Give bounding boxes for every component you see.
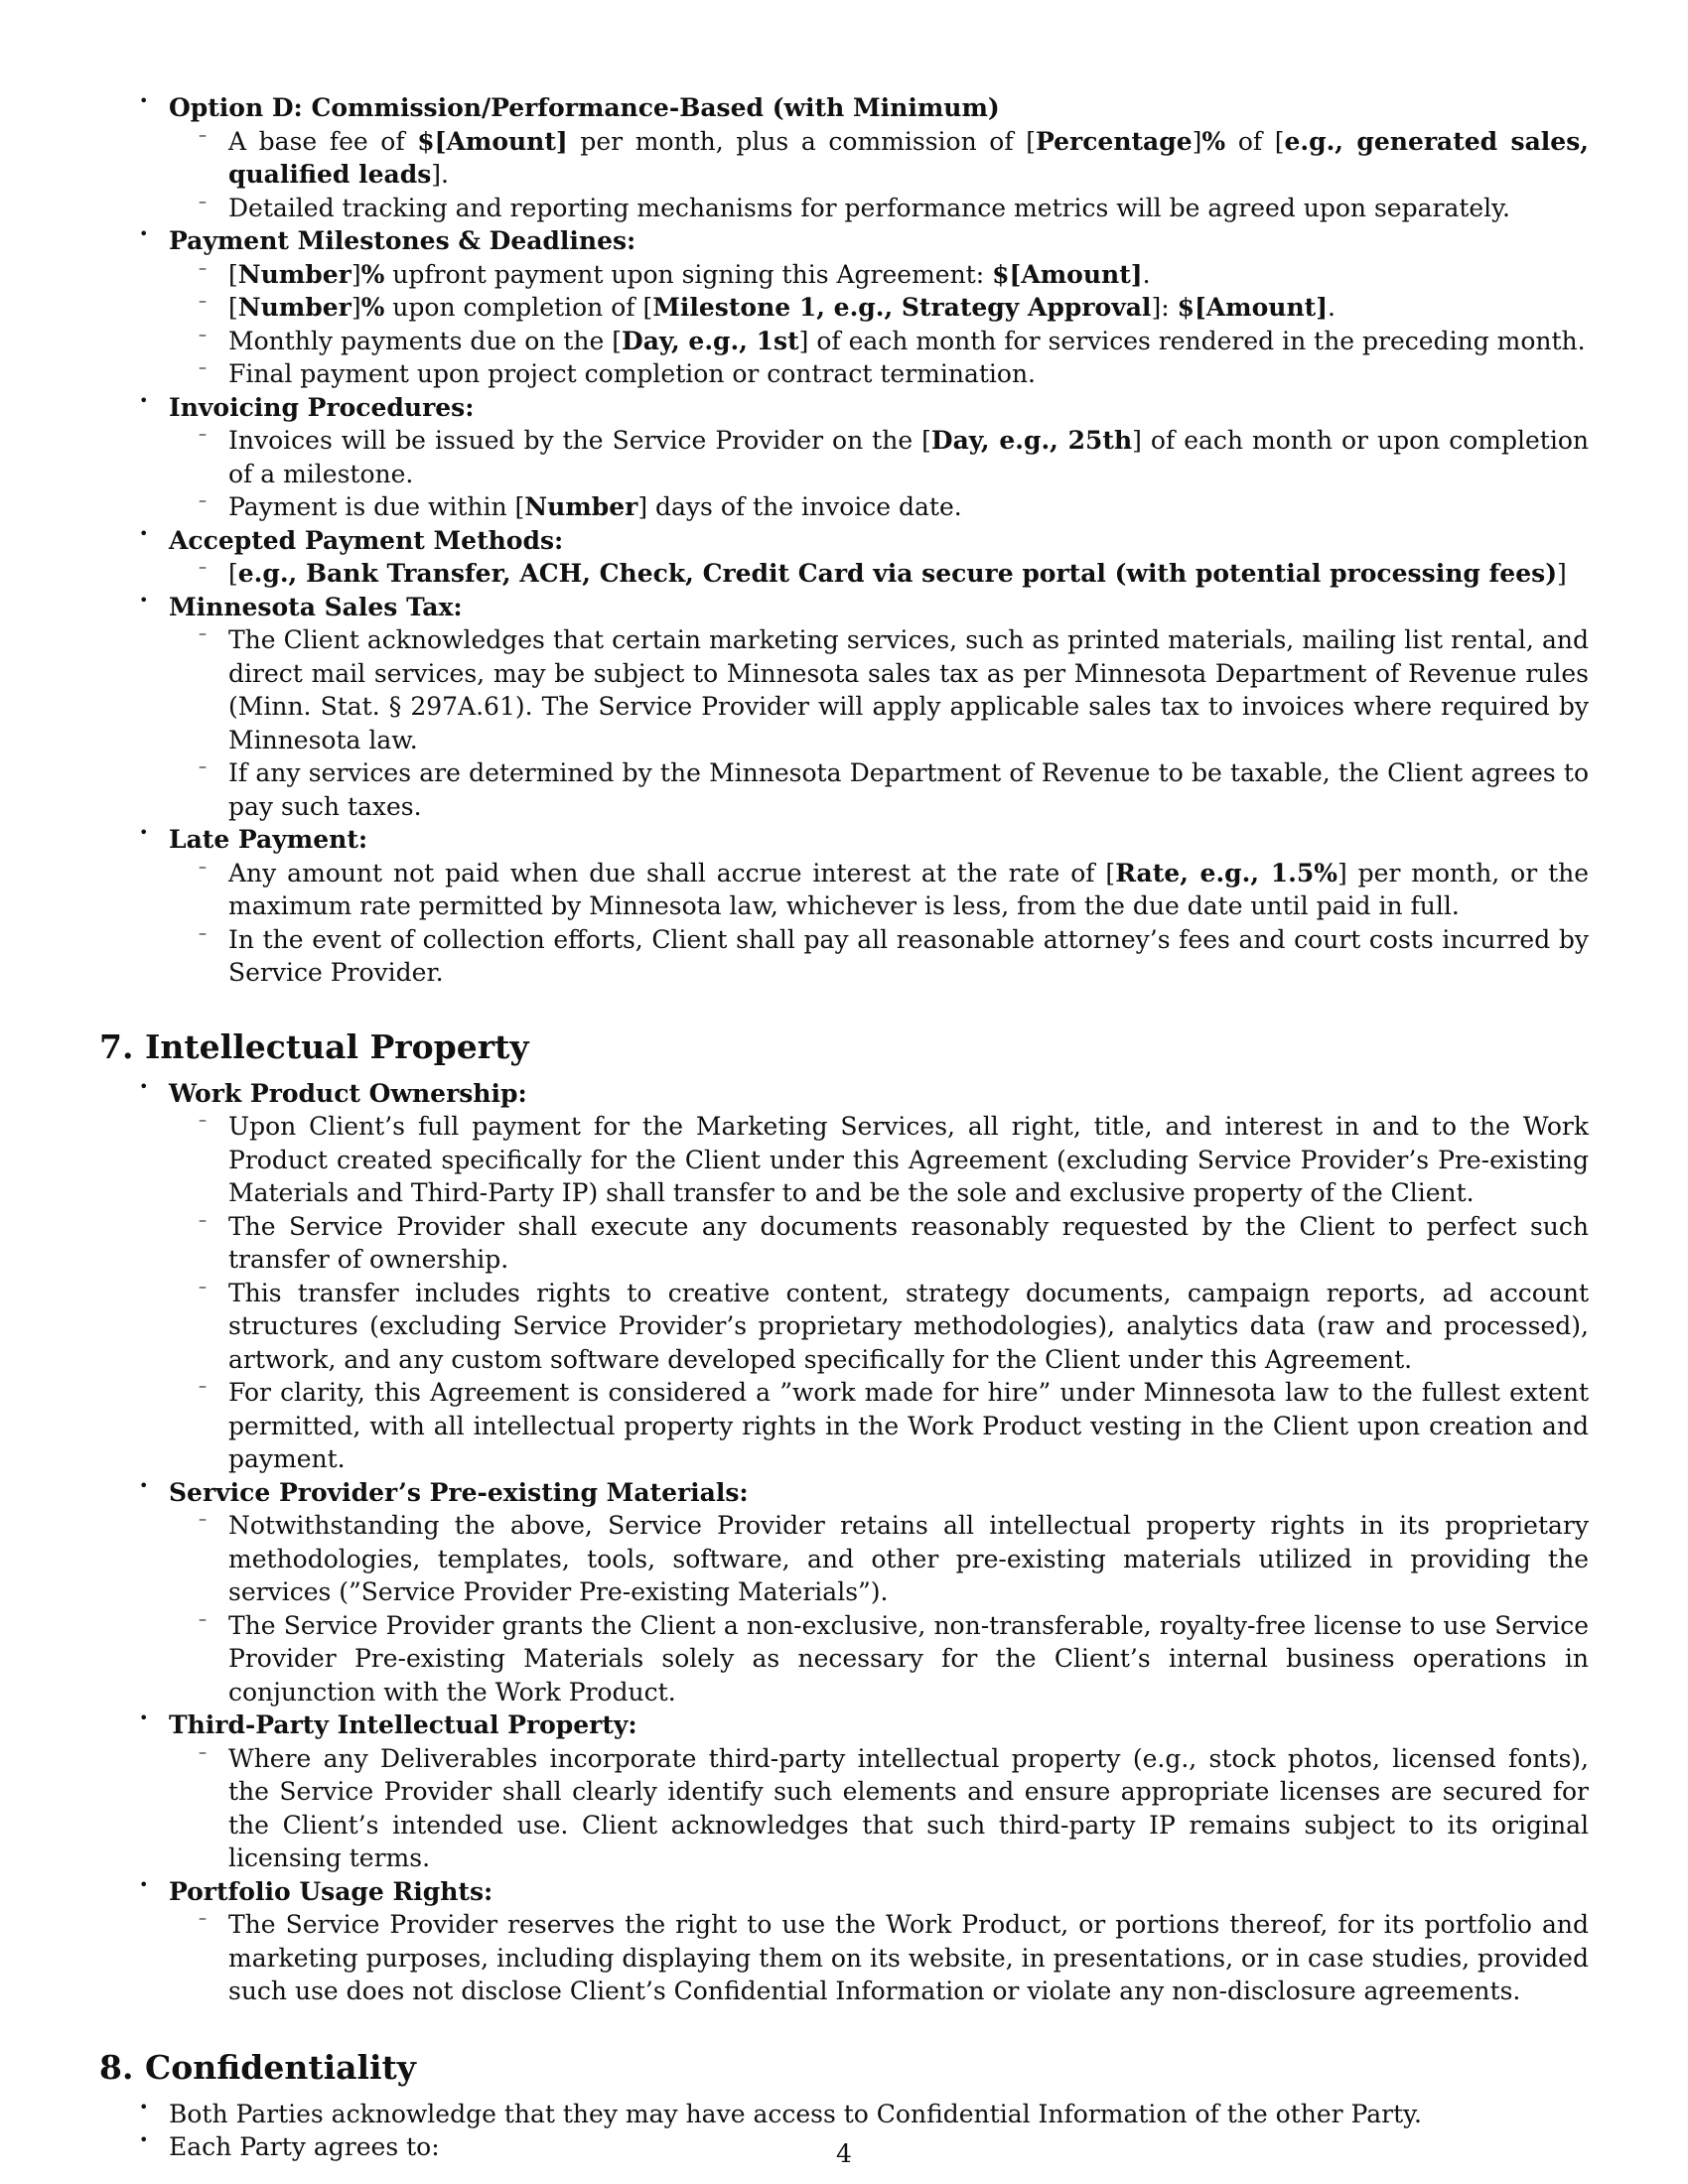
dash-icon: – (199, 623, 207, 642)
bullet-icon: • (139, 390, 149, 410)
sub-bullet-item (99, 424, 1589, 490)
bullet-icon: • (139, 523, 149, 543)
bullet-text: Option D: Commission/Performance-Based (with Minimum) (169, 93, 1000, 122)
bullet-text: Portfolio Usage Rights: (169, 1876, 493, 1906)
bullet-icon: • (139, 590, 149, 610)
section-title: Intellectual Property (145, 1026, 529, 1066)
dash-icon: – (199, 856, 207, 876)
dash-icon: – (199, 291, 207, 310)
page-number: 4 (836, 2139, 852, 2168)
bullet-text: Both Parties acknowledge that they may have access to Confidential Information of the other Party. (169, 2099, 1422, 2128)
bullet-text: Upon Client’s full payment for the Marketing Services, all right, title, and interest in and to the Work Product created specifically for the Client under this Agreement (excluding Service Provider’s Pre-existing Materials and Third-Party IP) shall transfer to and be the sole and exclusive property of the Client. (228, 1112, 1589, 1207)
sub-bullet-item (99, 623, 1589, 756)
bullet-text: Monthly payments due on the [Day, e.g., 1st] of each month for services rendered in the preceding month. (228, 326, 1586, 355)
bullet-icon: • (139, 2130, 149, 2149)
bullet-text: [Number]% upon completion of [Milestone 1, e.g., Strategy Approval]: $[Amount]. (228, 293, 1336, 322)
sub-bullet-item (99, 192, 1589, 225)
sub-bullet-item (99, 1908, 1589, 2008)
bullet-text: Service Provider’s Pre-existing Materials: (169, 1477, 749, 1507)
bullet-item (99, 1875, 1589, 1909)
bullet-text: The Service Provider shall execute any documents reasonably requested by the Client to perfect such transfer of ownership. (228, 1211, 1589, 1274)
section-heading-intellectual-property (99, 1027, 1589, 1067)
bullet-item (99, 1476, 1589, 1510)
document-page (99, 91, 1589, 2164)
dash-icon: – (199, 490, 207, 509)
bullet-text: Final payment upon project completion or contract termination. (228, 359, 1037, 388)
bullet-text: Where any Deliverables incorporate third-party intellectual property (e.g., stock photos, licensed fonts), the Service Provider shall clearly identify such elements and ensure appropriate licenses are secured for the Client’s intended use. Client acknowledges that such third-party IP remains subject to its original licensing terms. (228, 1743, 1589, 1872)
sub-bullet-item (99, 857, 1589, 923)
dash-icon: – (199, 557, 207, 576)
bullet-text: Invoices will be issued by the Service Provider on the [Day, e.g., 25th] of each month or upon completion of a milestone. (228, 426, 1589, 488)
bullet-text: The Service Provider grants the Client a non-exclusive, non-transferable, royalty-free license to use Service Provider Pre-existing Materials solely as necessary for the Client’s internal business operations in conjunction with the Work Product. (228, 1610, 1589, 1706)
dash-icon: – (199, 324, 207, 343)
dash-icon: – (199, 922, 207, 942)
bullet-text: The Client acknowledges that certain marketing services, such as printed materials, mailing list rental, and direct mail services, may be subject to Minnesota sales tax as per Minnesota Department of Revenue rules (Minn. Stat. § 297A.61). The Service Provider will apply applicable sales tax to invoices where required by Minnesota law. (228, 625, 1589, 754)
bullet-text: Accepted Payment Methods: (169, 525, 564, 555)
bullet-item (99, 91, 1589, 125)
dash-icon: – (199, 1741, 207, 1761)
bullet-text: If any services are determined by the Minnesota Department of Revenue to be taxable, the Client agrees to pay such taxes. (228, 758, 1589, 821)
bullet-text: Notwithstanding the above, Service Provider retains all intellectual property rights in its proprietary methodologies, templates, tools, software, and other pre-existing materials utilized in providing the services (”Service Provider Pre-existing Materials”). (228, 1511, 1589, 1606)
sub-bullet-item (99, 357, 1589, 391)
bullet-text: Payment is due within [Number] days of the invoice date. (228, 492, 962, 521)
bullet-item (99, 224, 1589, 258)
bullet-text: Any amount not paid when due shall accrue interest at the rate of [Rate, e.g., 1.5%] per month, or the maximum rate permitted by Minnesota law, whichever is less, from the due date until paid in full. (228, 858, 1590, 920)
bullet-text: For clarity, this Agreement is considered a ”work made for hire” under Minnesota law to the fullest extent permitted, with all intellectual property rights in the Work Product vesting in the Client upon creation and payment. (228, 1378, 1589, 1473)
sub-bullet-item (99, 923, 1589, 990)
bullet-text: Work Product Ownership: (169, 1078, 527, 1108)
bullet-item (99, 1708, 1589, 1742)
dash-icon: – (199, 1608, 207, 1628)
dash-icon: – (199, 1908, 207, 1927)
sub-bullet-item (99, 1376, 1589, 1476)
bullet-item (99, 591, 1589, 624)
bullet-text: Late Payment: (169, 825, 368, 854)
bullet-text: This transfer includes rights to creative content, strategy documents, campaign reports, ad account structures (excluding Service Provider’s proprietary methodologies), analytics data (raw and processed), artwork, and any custom software developed specifically for the Client under this Agreement. (228, 1278, 1589, 1374)
sub-bullet-item (99, 1742, 1589, 1875)
bullet-text: The Service Provider reserves the right to use the Work Product, or portions thereof, for its portfolio and marketing purposes, including displaying them on its website, in presentations, or in case studies, provided such use does not disclose Client’s Confidential Information or violate any non-disclosure agreements. (228, 1910, 1589, 2005)
sub-bullet-item (99, 1277, 1589, 1377)
bullet-icon: • (139, 1076, 149, 1096)
bullet-item (99, 2098, 1589, 2131)
dash-icon: – (199, 124, 207, 144)
section-number: 8. (99, 2047, 134, 2087)
bullet-item (99, 524, 1589, 558)
bullet-text: [Number]% upfront payment upon signing this Agreement: $[Amount]. (228, 259, 1151, 289)
sub-bullet-item (99, 1609, 1589, 1709)
sub-bullet-item (99, 490, 1589, 524)
sub-bullet-item (99, 1110, 1589, 1210)
dash-icon: – (199, 1209, 207, 1229)
dash-icon: – (199, 1509, 207, 1528)
dash-icon: – (199, 1376, 207, 1395)
dash-icon: – (199, 424, 207, 443)
dash-icon: – (199, 1110, 207, 1129)
sub-bullet-item (99, 557, 1589, 591)
bullet-text: Invoicing Procedures: (169, 392, 475, 422)
bullet-text: Detailed tracking and reporting mechanisms for performance metrics will be agreed upon separately. (228, 193, 1510, 222)
bullet-text: Each Party agrees to: (169, 2132, 440, 2161)
payment-terms-list (99, 91, 1589, 990)
section-number: 7. (99, 1026, 134, 1066)
bullet-icon: • (139, 91, 149, 110)
bullet-icon: • (139, 1708, 149, 1727)
sub-bullet-item (99, 291, 1589, 325)
bullet-text: A base fee of $[Amount] per month, plus a commission of [Percentage]% of [e.g., generated sales, qualified leads]. (228, 126, 1589, 189)
bullet-icon: • (139, 1475, 149, 1495)
sub-bullet-item (99, 1509, 1589, 1609)
dash-icon: – (199, 257, 207, 277)
intellectual-property-list (99, 1077, 1589, 2008)
bullet-text: [e.g., Bank Transfer, ACH, Check, Credit Card via secure portal (with potential processing fees)] (228, 559, 1567, 588)
sub-bullet-item (99, 125, 1589, 192)
dash-icon: – (199, 756, 207, 775)
bullet-text: Minnesota Sales Tax: (169, 592, 463, 621)
bullet-icon: • (139, 2097, 149, 2116)
bullet-icon: • (139, 1874, 149, 1894)
bullet-item (99, 391, 1589, 425)
sub-bullet-item (99, 258, 1589, 292)
bullet-icon: • (139, 224, 149, 243)
bullet-icon: • (139, 823, 149, 842)
sub-bullet-item (99, 325, 1589, 358)
bullet-item (99, 823, 1589, 857)
dash-icon: – (199, 191, 207, 210)
dash-icon: – (199, 1276, 207, 1296)
bullet-text: Payment Milestones & Deadlines: (169, 226, 636, 255)
section-title: Confidentiality (145, 2047, 416, 2087)
bullet-item (99, 1077, 1589, 1111)
sub-bullet-item (99, 756, 1589, 823)
dash-icon: – (199, 357, 207, 376)
bullet-text: In the event of collection efforts, Client shall pay all reasonable attorney’s fees and court costs incurred by Service Provider. (228, 924, 1589, 987)
section-heading-confidentiality (99, 2048, 1589, 2088)
sub-bullet-item (99, 1210, 1589, 1277)
bullet-text: Third-Party Intellectual Property: (169, 1710, 637, 1739)
